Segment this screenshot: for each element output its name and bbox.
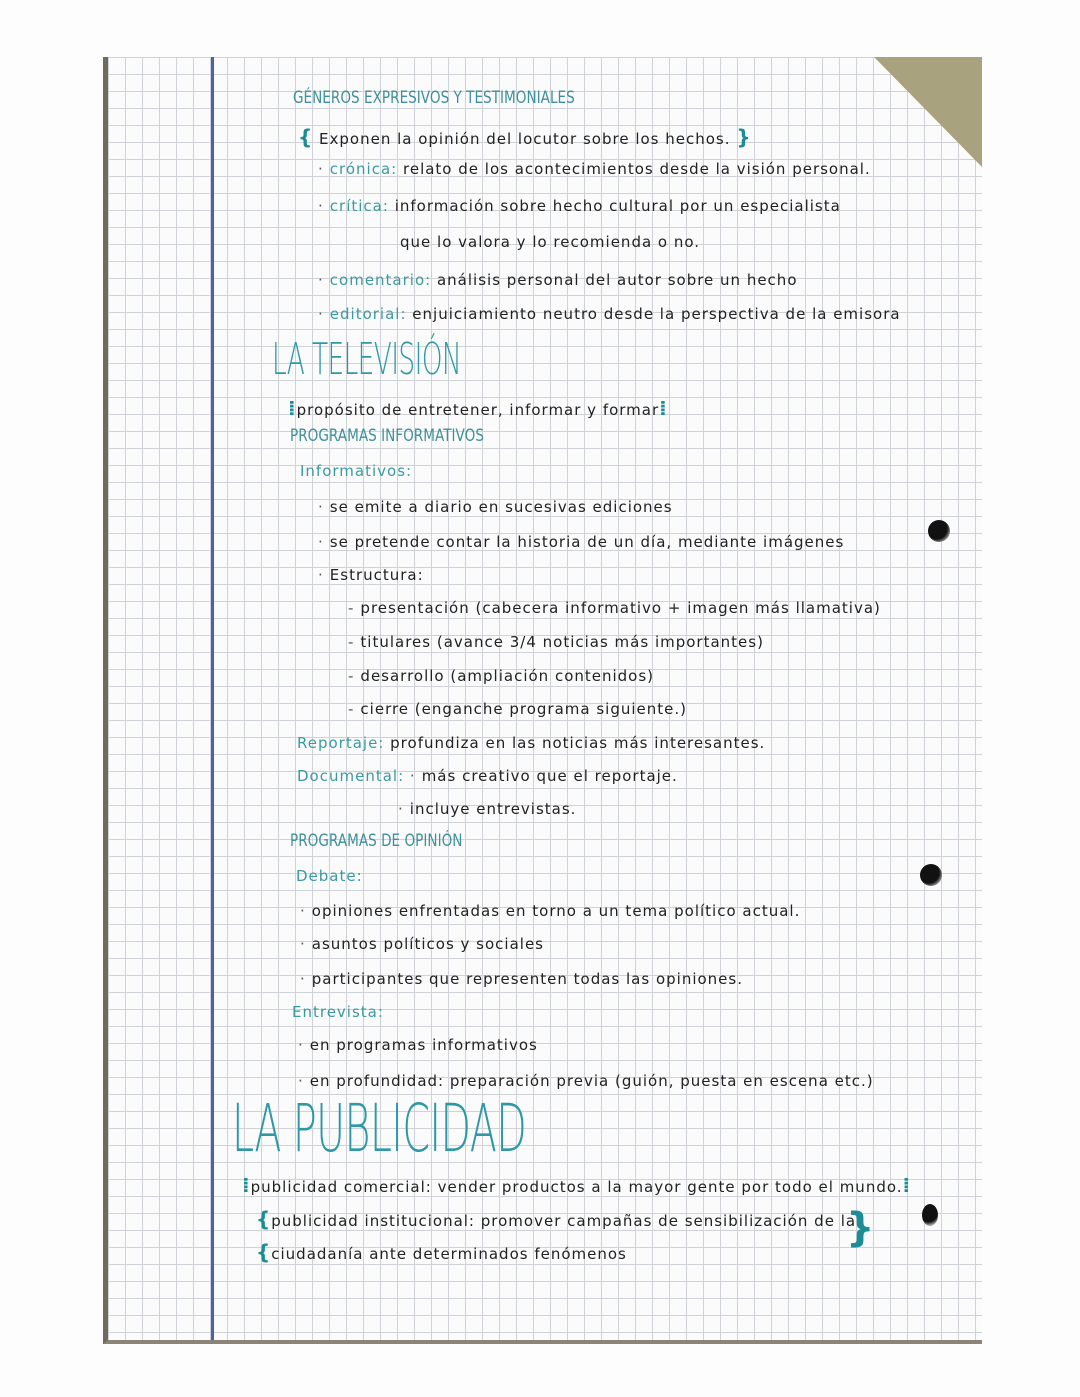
list-item: · comentario: análisis personal del autor sobre un hecho [318,271,798,289]
comercial-line: ⁞publicidad comercial: vender productos a la mayor gente por todo el mundo.⁞ [242,1173,912,1197]
intro-line [298,125,752,149]
purpose-text: propósito de entretener, informar y formar [296,401,660,419]
title-publicidad: LA PUBLICIDAD [232,1090,527,1167]
sub-item: - presentación (cabecera informativo + imagen más llamativa) [348,599,881,617]
definition: relato de los acontecimientos desde la visión personal. [403,160,871,178]
definition: información sobre hecho cultural por un especialista [394,197,841,215]
section-heading: PROGRAMAS DE OPINIÓN [290,831,463,851]
institucional-line: {ciudadanía ante determinados fenómenos [256,1240,627,1264]
term: comentario: [329,271,432,289]
term: crónica: [329,160,398,178]
brace-icon: } [846,1205,876,1251]
list-item: · en profundidad: preparación previa (guión, puesta en escena etc.) [298,1072,874,1090]
definition: enjuiciamiento neutro desde la perspectiva de la emisora [412,305,901,323]
folded-corner [874,57,982,167]
subheading: Debate: [296,867,363,885]
subheading: Informativos: [300,462,413,480]
institucional-line: {publicidad institucional: promover campañas de sensibilización de la [256,1207,857,1231]
term: editorial: [329,305,407,323]
documental-line: Documental: · más creativo que el reportaje. [297,767,678,785]
brace-icon: } [736,125,752,149]
list-item-continued: que lo valora y lo recomienda o no. [400,233,701,251]
section-heading: GÉNEROS EXPRESIVOS Y TESTIMONIALES [293,88,575,108]
purpose-line: ⁞propósito de entretener, informar y formar⁞ [288,396,668,420]
sub-item: - desarrollo (ampliación contenidos) [348,667,655,685]
term: crítica: [329,197,389,215]
list-item: · incluye entrevistas. [398,800,577,818]
punch-hole [922,1204,938,1226]
title-television: LA TELEVISIÓN [272,334,462,385]
margin-line [211,57,214,1340]
sub-item: - titulares (avance 3/4 noticias más importantes) [348,633,764,651]
sub-item: - cierre (enganche programa siguiente.) [348,700,687,718]
list-item: · se emite a diario en sucesivas ediciones [318,498,673,516]
punch-hole [920,864,942,886]
list-item: · asuntos políticos y sociales [300,935,544,953]
list-item: · participantes que representen todas las opiniones. [300,970,743,988]
punch-hole [928,520,950,542]
list-item: · en programas informativos [298,1036,538,1054]
definition: análisis personal del autor sobre un hecho [436,271,798,289]
list-item: · opiniones enfrentadas en torno a un tema político actual. [300,902,801,920]
subheading: Entrevista: [292,1003,384,1021]
list-item: · crónica: relato de los acontecimientos desde la visión personal. [318,160,871,178]
section-heading: PROGRAMAS INFORMATIVOS [290,426,484,446]
list-item: · crítica: información sobre hecho cultural por un especialista [318,197,841,215]
list-item: · Estructura: [318,566,424,584]
intro-text: Exponen la opinión del locutor sobre los hechos. [319,130,731,148]
list-item: · editorial: enjuiciamiento neutro desde la perspectiva de la emisora [318,305,901,323]
brace-icon: { [298,125,314,149]
reportaje-line: Reportaje: profundiza en las noticias más interesantes. [297,734,766,752]
list-item: · se pretende contar la historia de un día, mediante imágenes [318,533,845,551]
